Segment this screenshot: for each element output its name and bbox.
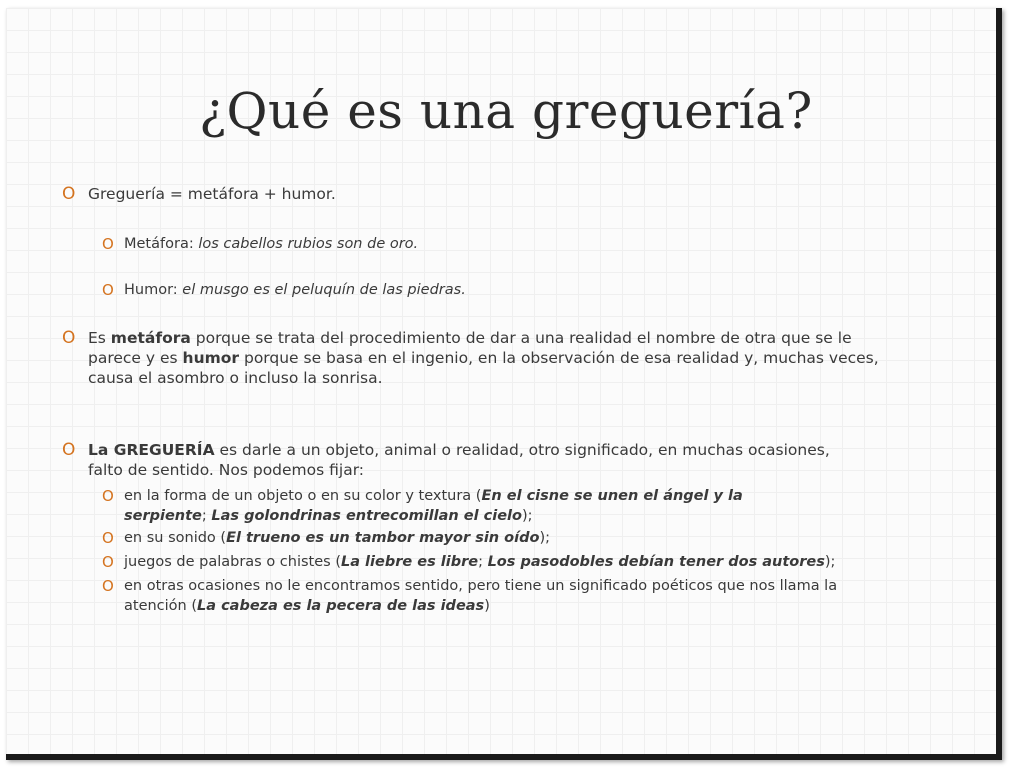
sub-bullet-label: Humor: [124,282,183,298]
bullet-marker: O [62,184,76,204]
keyword-metafora: metáfora [110,329,191,347]
bullet-explanation [62,328,888,388]
keyword-greguria: La GREGUERÍA [88,441,215,459]
bullet-marker: O [62,328,76,348]
sub-bullet-juegos [102,552,924,572]
text-run: ); [539,530,550,546]
sub-bullet-example: el musgo es el peluquín de las piedras. [182,282,466,298]
bullet-text: Greguería = metáfora + humor. [88,185,336,203]
sub-bullet-metafora [102,234,904,254]
example-text: La liebre es libre [340,554,479,570]
bullet-marker: O [102,235,114,253]
bullet-marker: O [102,529,114,547]
slide [6,8,1002,760]
text-run: en su sonido ( [124,530,227,546]
example-text: El trueno es un tambor mayor sin oído [226,530,540,546]
text-run: ); [521,508,533,524]
sub-bullet-forma [102,486,824,526]
text-run: en la forma de un objeto o en su color y textura ( [124,488,482,504]
text-run: Es [88,329,111,347]
text-run: porque se trata del procedimiento de dar a una realidad el nombre de otra que se le parece y es [88,329,852,367]
text-run: ) [484,598,490,614]
text-run: ; [201,508,212,524]
bullet-greguria [62,440,848,480]
text-run: ; [478,554,488,570]
bullet-marker: O [102,487,114,505]
bullet-marker: O [102,553,114,571]
bullet-marker: O [62,440,76,460]
sub-bullet-label: Metáfora: [124,236,199,252]
example-text: En el cisne se unen el ángel y la serpiente [124,488,743,524]
example-text: Las golondrinas entrecomillan el cielo [211,508,522,524]
text-run: juegos de palabras o chistes ( [124,554,341,570]
text-run: ); [824,554,836,570]
bullet-marker: O [102,281,114,299]
example-text: La cabeza es la pecera de las ideas [197,598,485,614]
text-run: es darle a un objeto, animal o realidad, otro significado, en muchas ocasiones, falto de sentido. Nos podemos fijar: [88,441,830,479]
sub-bullet-humor [102,280,904,300]
text-run: porque se basa en el ingenio, en la observación de esa realidad y, muchas veces, causa el asombro o incluso la sonrisa. [88,349,879,387]
bullet-marker: O [102,577,114,595]
bullet-definition [62,184,908,204]
sub-bullet-example: los cabellos rubios son de oro. [198,236,419,252]
text-run: en otras ocasiones no le encontramos sentido, pero tiene un significado poéticos que nos llama la atención ( [124,578,838,614]
keyword-humor: humor [182,349,240,367]
sub-bullet-sonido [102,528,904,548]
slide-title: ¿Qué es una greguería? [199,82,813,140]
example-text: Los pasodobles debían tener dos autores [487,554,825,570]
sub-bullet-otras [102,576,884,616]
